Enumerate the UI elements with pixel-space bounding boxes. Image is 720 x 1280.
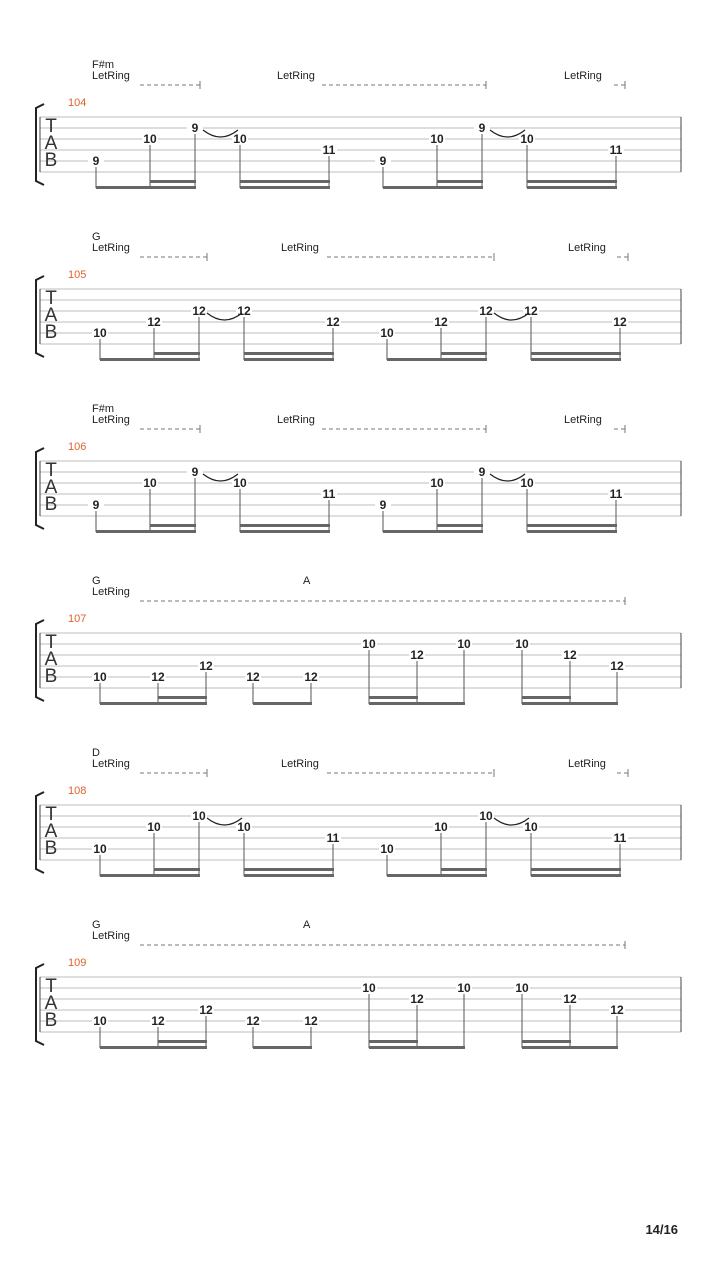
tab-system	[36, 747, 681, 877]
beam-secondary	[150, 524, 196, 527]
beam-primary	[387, 874, 487, 877]
fret-number: 11	[326, 831, 340, 845]
letring-label: LetRing	[92, 70, 130, 82]
beam-primary	[96, 186, 196, 189]
fret-number: 10	[93, 1014, 107, 1028]
measure-number: 104	[68, 97, 87, 109]
tab-clef-letter: B	[44, 838, 58, 859]
fret-number: 12	[192, 304, 206, 318]
beam-secondary	[522, 696, 571, 699]
fret-number: 10	[93, 326, 107, 340]
beam-secondary	[522, 1040, 571, 1043]
tab-system	[36, 231, 681, 361]
letring-label: LetRing	[92, 242, 130, 254]
chord-name: A	[303, 919, 311, 931]
beam-secondary	[369, 696, 418, 699]
chord-name: F#m	[92, 59, 114, 71]
beam-primary	[253, 1046, 312, 1049]
fret-number: 12	[613, 315, 627, 329]
beam-secondary	[150, 180, 196, 183]
fret-number: 10	[233, 132, 247, 146]
letring-label: LetRing	[564, 414, 602, 426]
fret-number: 10	[434, 820, 448, 834]
beam-primary	[522, 1046, 618, 1049]
measure-number: 108	[68, 785, 87, 797]
measure-number: 109	[68, 957, 87, 969]
chord-name: D	[92, 747, 100, 759]
beam-secondary	[531, 868, 621, 871]
beam-primary	[387, 358, 487, 361]
beam-primary	[244, 358, 334, 361]
beam-primary	[240, 186, 330, 189]
tab-clef-letter: B	[44, 494, 58, 515]
tab-clef-letter: B	[44, 150, 58, 171]
letring-label: LetRing	[92, 758, 130, 770]
beam-secondary	[240, 180, 330, 183]
fret-number: 12	[199, 659, 213, 673]
measure-number: 107	[68, 613, 87, 625]
fret-number: 10	[520, 476, 534, 490]
fret-number: 12	[524, 304, 538, 318]
fret-number: 9	[379, 498, 387, 512]
beam-secondary	[441, 352, 487, 355]
fret-number: 10	[237, 820, 251, 834]
fret-number: 10	[524, 820, 538, 834]
tab-clef-letter: T	[45, 460, 57, 481]
letring-label: LetRing	[277, 414, 315, 426]
chord-name: G	[92, 575, 101, 587]
beam-primary	[527, 186, 617, 189]
fret-number: 10	[515, 637, 529, 651]
fret-number: 12	[147, 315, 161, 329]
fret-number: 10	[362, 981, 376, 995]
beam-primary	[369, 1046, 465, 1049]
fret-number: 10	[479, 809, 493, 823]
tab-clef-letter: A	[44, 821, 58, 842]
tab-clef-letter: T	[45, 976, 57, 997]
fret-number: 12	[237, 304, 251, 318]
tab-clef-letter: T	[45, 632, 57, 653]
fret-number: 10	[380, 326, 394, 340]
fret-number: 12	[199, 1003, 213, 1017]
fret-number: 12	[410, 648, 424, 662]
tab-clef-letter: A	[44, 649, 58, 670]
fret-number: 12	[151, 1014, 165, 1028]
letring-label: LetRing	[277, 70, 315, 82]
tab-system	[36, 919, 681, 1049]
letring-label: LetRing	[92, 414, 130, 426]
fret-number: 12	[610, 1003, 624, 1017]
tab-clef-letter: B	[44, 666, 58, 687]
fret-number: 11	[322, 143, 336, 157]
tab-system	[36, 403, 681, 533]
beam-secondary	[154, 868, 200, 871]
beam-secondary	[244, 868, 334, 871]
letring-label: LetRing	[568, 242, 606, 254]
fret-number: 12	[410, 992, 424, 1006]
tab-clef-letter: A	[44, 305, 58, 326]
fret-number: 9	[92, 498, 100, 512]
fret-number: 12	[246, 670, 260, 684]
beam-secondary	[158, 1040, 207, 1043]
fret-number: 11	[322, 487, 336, 501]
fret-number: 10	[430, 476, 444, 490]
fret-number: 10	[143, 132, 157, 146]
beam-primary	[531, 874, 621, 877]
beam-secondary	[437, 180, 483, 183]
fret-number: 10	[143, 476, 157, 490]
tab-clef-letter: A	[44, 477, 58, 498]
fret-number: 9	[478, 465, 486, 479]
tab-clef-letter: T	[45, 116, 57, 137]
beam-secondary	[158, 696, 207, 699]
beam-secondary	[369, 1040, 418, 1043]
fret-number: 12	[304, 670, 318, 684]
beam-primary	[96, 530, 196, 533]
beam-primary	[100, 874, 200, 877]
beam-secondary	[244, 352, 334, 355]
fret-number: 10	[457, 981, 471, 995]
beam-primary	[527, 530, 617, 533]
beam-primary	[240, 530, 330, 533]
tab-clef-letter: B	[44, 322, 58, 343]
fret-number: 9	[191, 465, 199, 479]
beam-secondary	[240, 524, 330, 527]
letring-label: LetRing	[92, 586, 130, 598]
beam-secondary	[531, 352, 621, 355]
beam-primary	[253, 702, 312, 705]
fret-number: 10	[362, 637, 376, 651]
chord-name: F#m	[92, 403, 114, 415]
fret-number: 12	[563, 992, 577, 1006]
chord-name: A	[303, 575, 311, 587]
measure-number: 106	[68, 441, 87, 453]
tab-clef-letter: B	[44, 1010, 58, 1031]
fret-number: 12	[151, 670, 165, 684]
fret-number: 10	[147, 820, 161, 834]
letring-label: LetRing	[568, 758, 606, 770]
beam-secondary	[154, 352, 200, 355]
measure-number: 105	[68, 269, 87, 281]
beam-primary	[383, 186, 483, 189]
fret-number: 11	[609, 143, 623, 157]
fret-number: 10	[192, 809, 206, 823]
fret-number: 12	[326, 315, 340, 329]
fret-number: 12	[479, 304, 493, 318]
letring-label: LetRing	[92, 930, 130, 942]
beam-primary	[369, 702, 465, 705]
fret-number: 10	[430, 132, 444, 146]
beam-secondary	[441, 868, 487, 871]
beam-primary	[100, 1046, 207, 1049]
beam-primary	[100, 358, 200, 361]
fret-number: 10	[515, 981, 529, 995]
page-number: 14/16	[645, 1222, 678, 1237]
beam-primary	[383, 530, 483, 533]
fret-number: 10	[93, 670, 107, 684]
beam-primary	[522, 702, 618, 705]
tab-clef-letter: A	[44, 993, 58, 1014]
fret-number: 10	[520, 132, 534, 146]
fret-number: 10	[380, 842, 394, 856]
beam-secondary	[437, 524, 483, 527]
fret-number: 12	[246, 1014, 260, 1028]
fret-number: 12	[610, 659, 624, 673]
beam-secondary	[527, 180, 617, 183]
tab-system	[36, 59, 681, 189]
fret-number: 9	[191, 121, 199, 135]
letring-label: LetRing	[564, 70, 602, 82]
fret-number: 11	[609, 487, 623, 501]
fret-number: 10	[233, 476, 247, 490]
fret-number: 12	[563, 648, 577, 662]
tab-clef-letter: T	[45, 288, 57, 309]
fret-number: 12	[434, 315, 448, 329]
tab-clef-letter: A	[44, 133, 58, 154]
tab-system	[36, 575, 681, 705]
beam-primary	[100, 702, 207, 705]
fret-number: 11	[613, 831, 627, 845]
beam-primary	[244, 874, 334, 877]
fret-number: 10	[457, 637, 471, 651]
chord-name: G	[92, 231, 101, 243]
letring-label: LetRing	[281, 242, 319, 254]
fret-number: 9	[379, 154, 387, 168]
letring-label: LetRing	[281, 758, 319, 770]
fret-number: 12	[304, 1014, 318, 1028]
fret-number: 10	[93, 842, 107, 856]
fret-number: 9	[478, 121, 486, 135]
beam-primary	[531, 358, 621, 361]
chord-name: G	[92, 919, 101, 931]
beam-secondary	[527, 524, 617, 527]
tab-clef-letter: T	[45, 804, 57, 825]
fret-number: 9	[92, 154, 100, 168]
